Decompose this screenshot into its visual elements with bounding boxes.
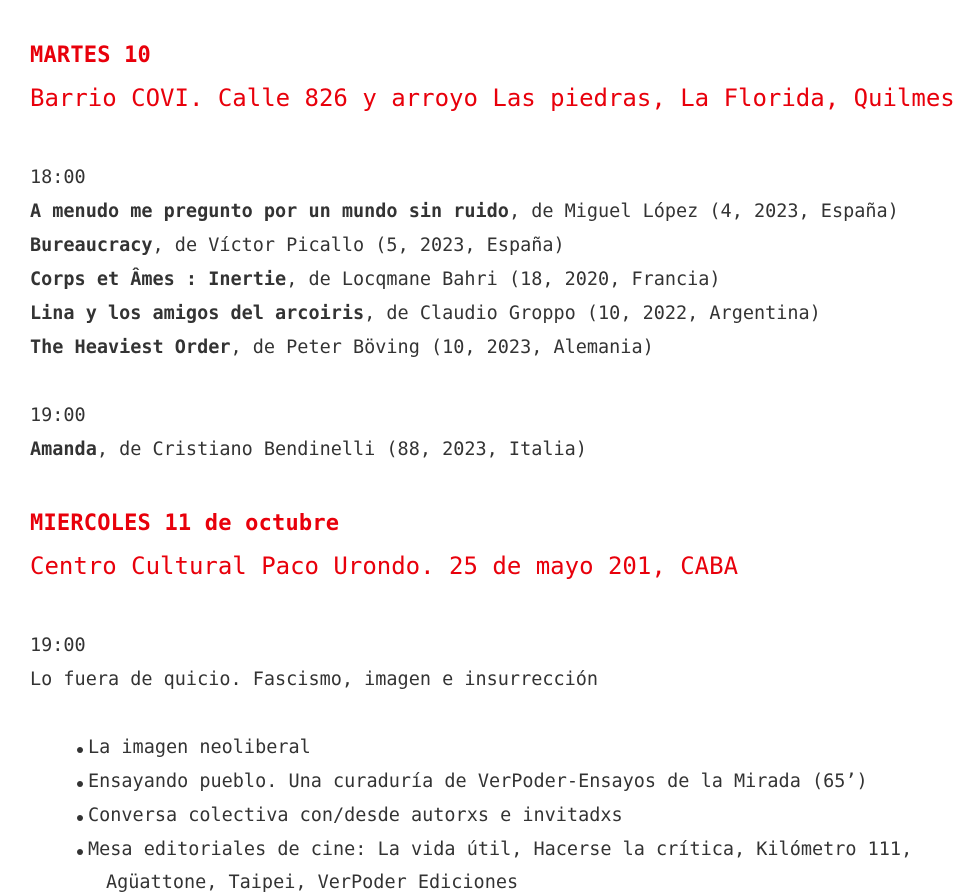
list-item: Conversa colectiva con/desde autorxs e invitadxs — [88, 805, 623, 826]
film-info: , de Miguel López (4, 2023, España) — [508, 201, 899, 222]
film-title: The Heaviest Order — [30, 337, 231, 358]
list-item: Ensayando pueblo. Una curaduría de VerPoder-Ensayos de la Mirada (65’) — [88, 771, 868, 792]
film-title: Lina y los amigos del arcoiris — [30, 303, 365, 324]
film-line — [30, 269, 721, 290]
time-18: 18:00 — [30, 167, 86, 188]
venue-barrio-covi: Barrio COVI. Calle 826 y arroyo Las piedras, La Florida, Quilmes — [30, 84, 955, 112]
list-item-continuation: Agüattone, Taipei, VerPoder Ediciones — [106, 872, 519, 893]
film-info: , de Víctor Picallo (5, 2023, España) — [152, 235, 565, 256]
list-item: Mesa editoriales de cine: La vida útil, Hacerse la crítica, Kilómetro 111, — [88, 839, 913, 860]
film-info: , de Peter Böving (10, 2023, Alemania) — [230, 337, 654, 358]
film-title: Bureaucracy — [30, 235, 153, 256]
time-19: 19:00 — [30, 405, 86, 426]
time-19-miercoles: 19:00 — [30, 635, 86, 656]
list-item: La imagen neoliberal — [88, 737, 311, 758]
film-info: , de Locqmane Bahri (18, 2020, Francia) — [286, 269, 721, 290]
film-line — [30, 235, 565, 256]
film-line — [30, 201, 899, 222]
film-title: Amanda — [30, 439, 97, 460]
venue-paco-urondo: Centro Cultural Paco Urondo. 25 de mayo 201, CABA — [30, 552, 739, 580]
film-title: A menudo me pregunto por un mundo sin ruido — [30, 201, 509, 222]
event-title: Lo fuera de quicio. Fascismo, imagen e insurrección — [30, 669, 599, 690]
film-title: Corps et Âmes : Inertie — [30, 269, 287, 290]
film-line — [30, 303, 821, 324]
day-title-martes: MARTES 10 — [30, 43, 152, 68]
film-info: , de Cristiano Bendinelli (88, 2023, Italia) — [96, 439, 587, 460]
film-line — [30, 337, 654, 358]
film-line — [30, 439, 587, 460]
day-title-miercoles: MIERCOLES 11 de octubre — [30, 511, 340, 536]
film-info: , de Claudio Groppo (10, 2022, Argentina) — [364, 303, 821, 324]
